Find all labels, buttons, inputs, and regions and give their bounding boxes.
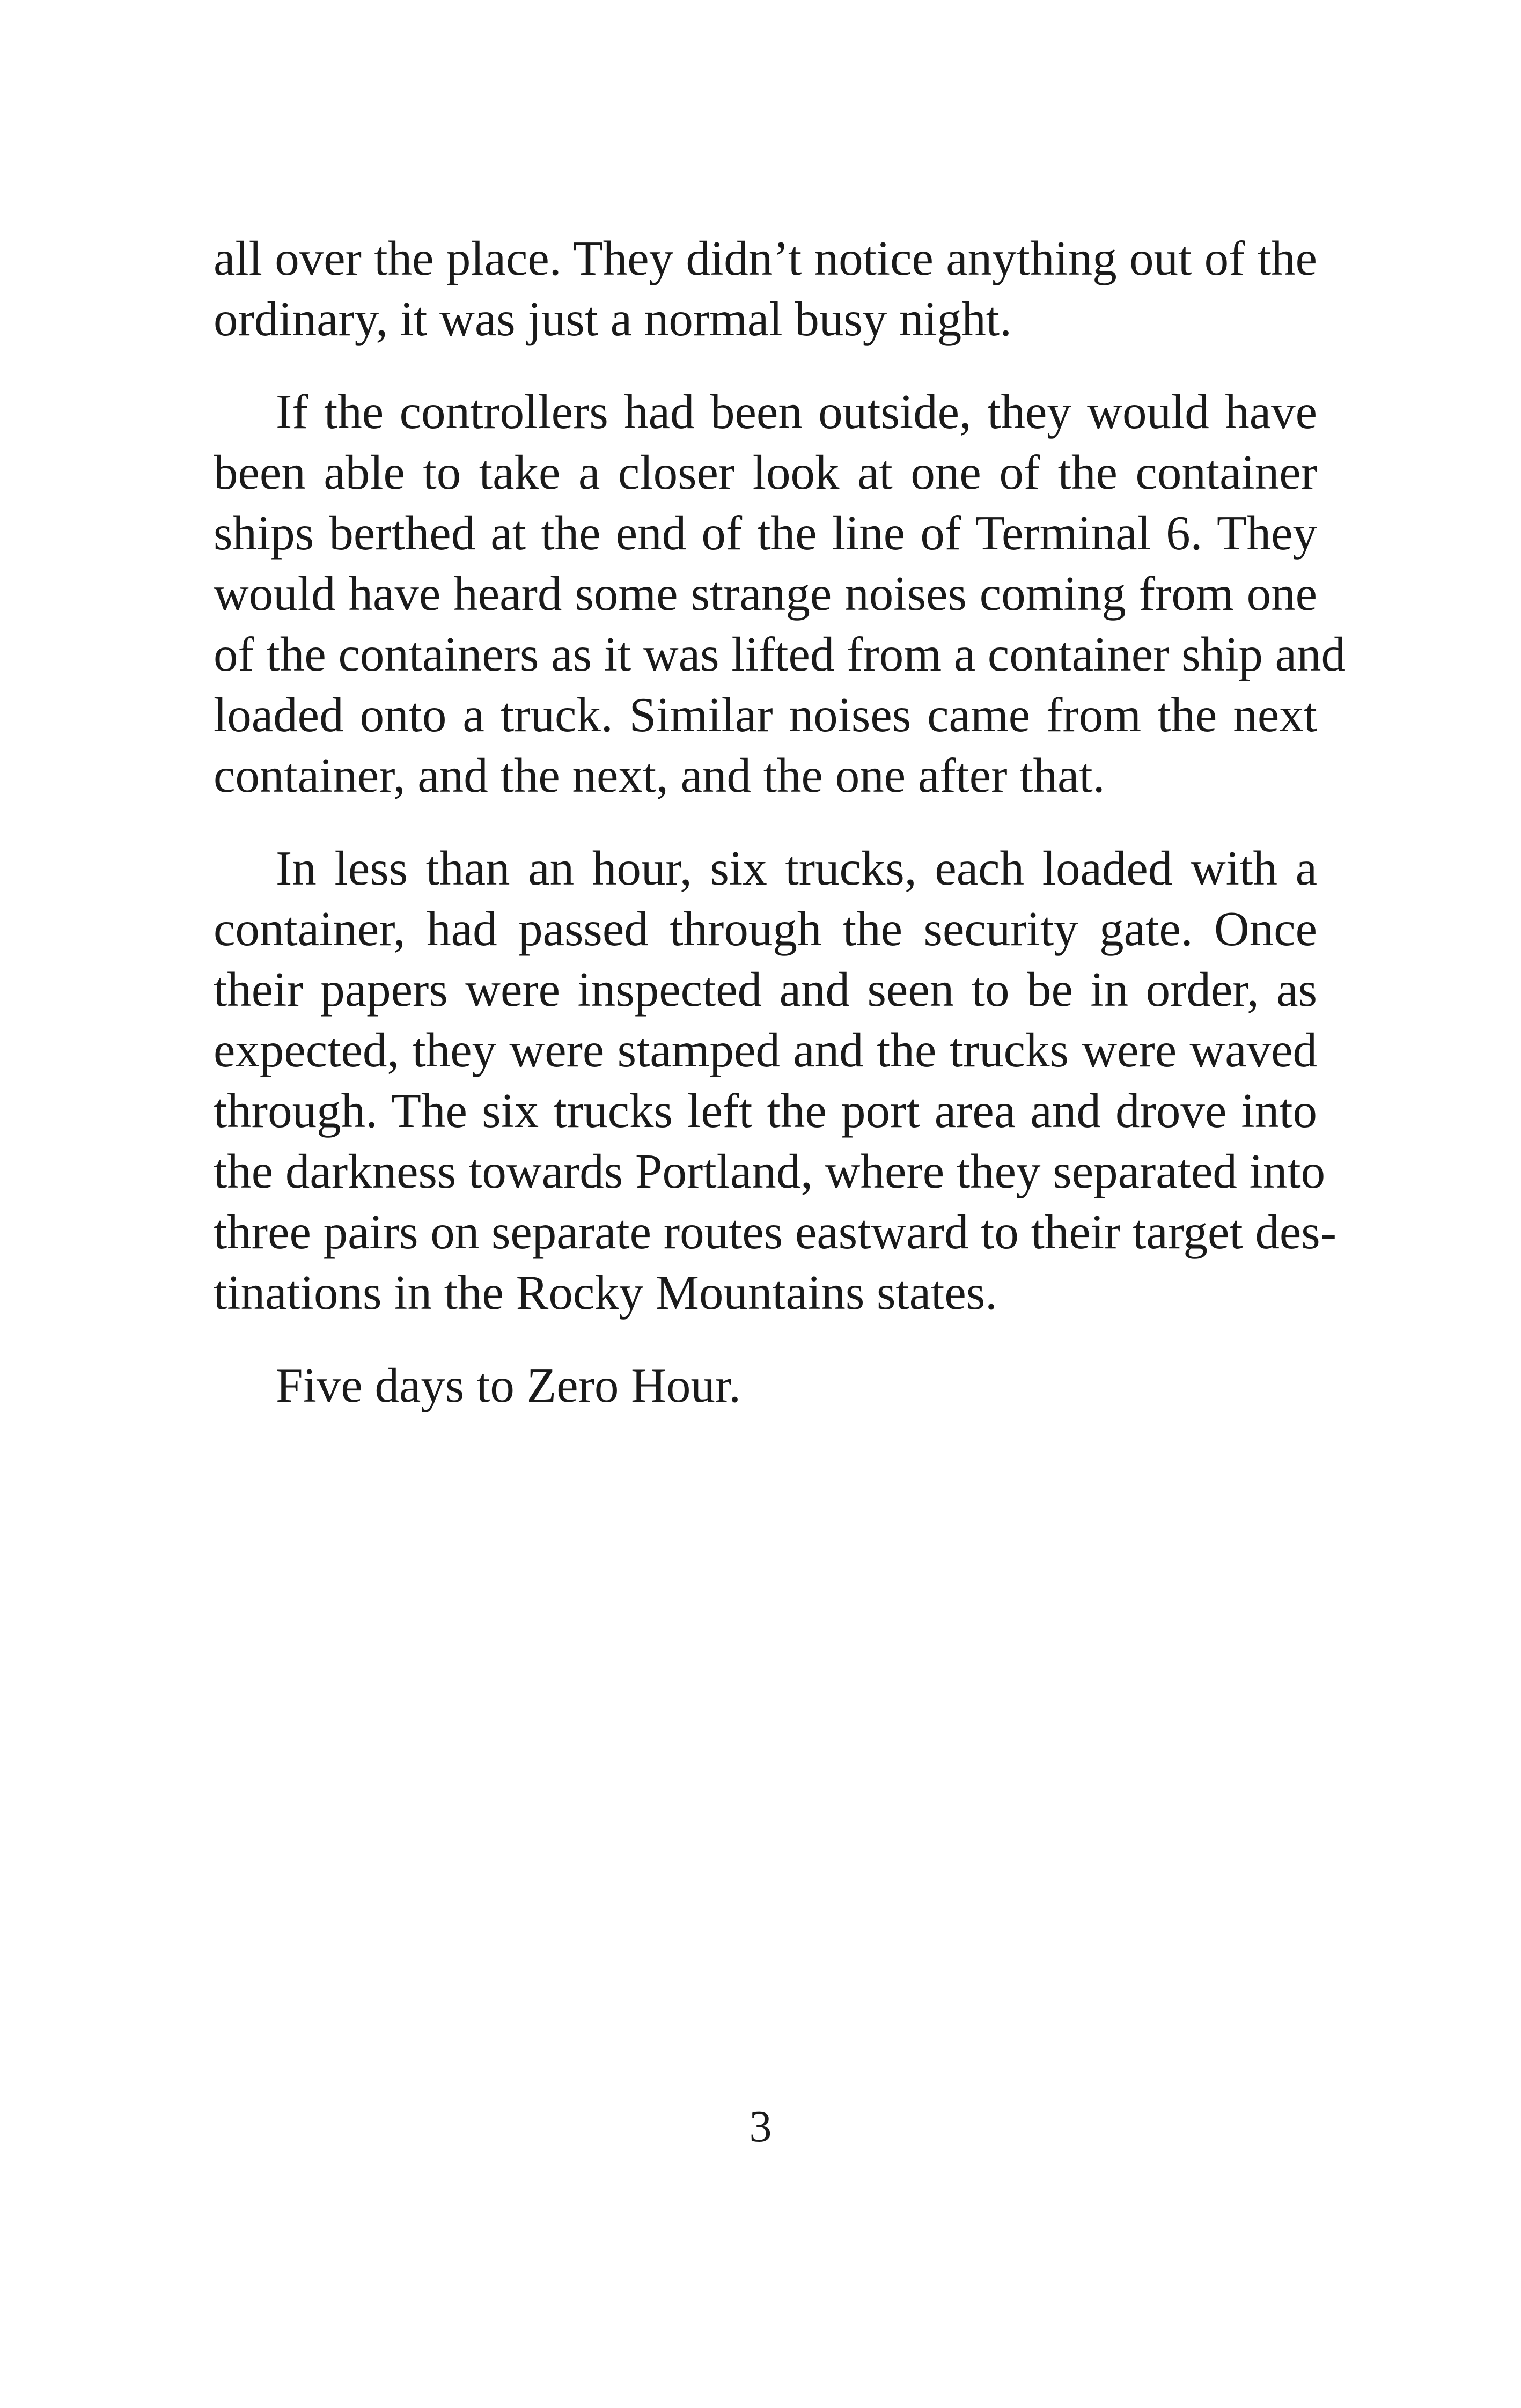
text-line: through. The six trucks left the port area and drove into [214, 1084, 1317, 1138]
text-line: container, had passed through the security gate. Once [214, 902, 1317, 956]
text-line: In less than an hour, six trucks, each loaded with a [276, 841, 1317, 895]
paragraph-spacer [214, 349, 1317, 381]
text-line: ordinary, it was just a normal busy night. [214, 292, 1012, 346]
text-line: Five days to Zero Hour. [276, 1358, 741, 1412]
paragraph-3 [214, 838, 1336, 1323]
text-line: tinations in the Rocky Mountains states. [214, 1265, 997, 1320]
text-line: the darkness towards Portland, where they separated into [214, 1144, 1326, 1198]
text-line: container, and the next, and the one after that. [214, 748, 1105, 802]
paragraph-spacer [214, 1323, 1317, 1355]
paragraph-4 [214, 1355, 1317, 1416]
paragraph-spacer [214, 806, 1317, 838]
text-line: been able to take a closer look at one of the container [214, 445, 1317, 499]
paragraph-1 [214, 228, 1317, 349]
text-line: If the controllers had been outside, they would have [276, 385, 1317, 439]
text-line: expected, they were stamped and the trucks were waved [214, 1023, 1317, 1077]
page-number: 3 [749, 2102, 772, 2152]
paragraph-2 [214, 381, 1346, 806]
text-line: ships berthed at the end of the line of Terminal 6. They [214, 506, 1317, 560]
text-line: their papers were inspected and seen to be in order, as [214, 962, 1317, 1017]
text-line: loaded onto a truck. Similar noises came from the next [214, 688, 1317, 742]
text-line: of the containers as it was lifted from a container ship and [214, 627, 1346, 681]
text-line: three pairs on separate routes eastward to their target des- [214, 1205, 1336, 1259]
text-line: would have heard some strange noises coming from one [214, 566, 1317, 621]
page-body [214, 228, 1346, 1416]
text-line: all over the place. They didn’t notice anything out of the [214, 231, 1317, 285]
